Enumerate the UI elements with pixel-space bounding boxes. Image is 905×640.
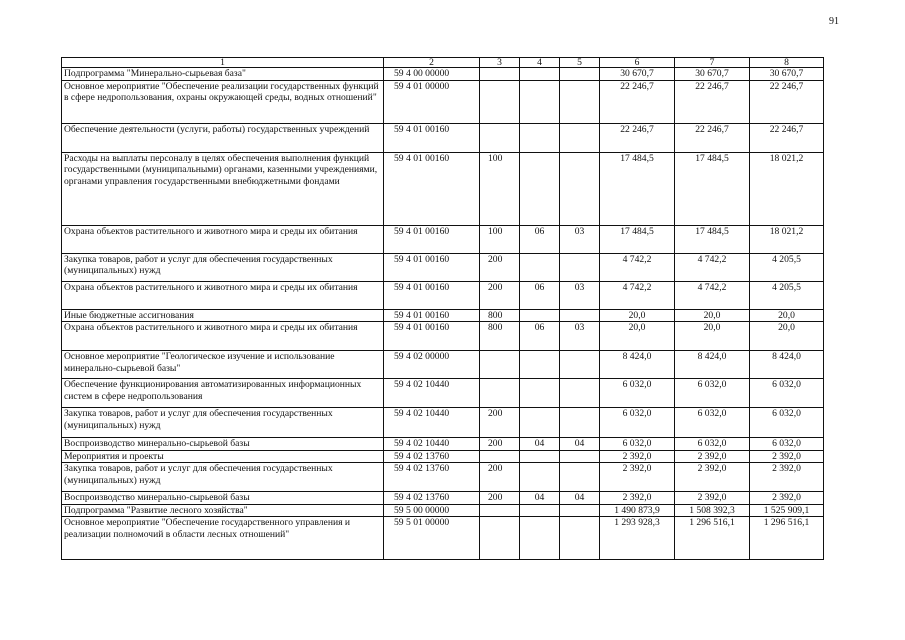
subsection-cell <box>560 450 600 463</box>
amount-cell-col6: 30 670,7 <box>600 68 675 81</box>
amount-cell-col7: 1 508 392,3 <box>675 504 750 517</box>
amount-cell-col8: 18 021,2 <box>750 152 824 225</box>
amount-cell-col8: 6 032,0 <box>750 408 824 438</box>
target-code-cell: 59 4 01 00160 <box>384 253 480 281</box>
amount-cell-col7: 2 392,0 <box>675 492 750 505</box>
section-cell: 06 <box>520 322 560 351</box>
expense-type-cell <box>480 80 520 123</box>
table-row <box>62 450 824 463</box>
subsection-cell <box>560 80 600 123</box>
table-row <box>62 379 824 408</box>
column-header: 2 <box>384 58 480 68</box>
amount-cell-col7: 22 246,7 <box>675 80 750 123</box>
subsection-cell <box>560 517 600 560</box>
amount-cell-col8: 2 392,0 <box>750 450 824 463</box>
section-cell <box>520 123 560 152</box>
row-name-cell: Основное мероприятие "Геологическое изучение и использование минерально-сырьевой базы" <box>62 351 384 379</box>
amount-cell-col7: 4 742,2 <box>675 281 750 309</box>
amount-cell-col6: 22 246,7 <box>600 80 675 123</box>
expense-type-cell: 200 <box>480 408 520 438</box>
amount-cell-col6: 8 424,0 <box>600 351 675 379</box>
expense-type-cell: 200 <box>480 281 520 309</box>
amount-cell-col8: 2 392,0 <box>750 463 824 492</box>
table-row <box>62 351 824 379</box>
amount-cell-col7: 2 392,0 <box>675 463 750 492</box>
section-cell <box>520 408 560 438</box>
amount-cell-col7: 17 484,5 <box>675 225 750 253</box>
amount-cell-col6: 1 293 928,3 <box>600 517 675 560</box>
section-cell <box>520 504 560 517</box>
section-cell: 04 <box>520 438 560 451</box>
expense-type-cell <box>480 351 520 379</box>
table-row <box>62 80 824 123</box>
table-row <box>62 408 824 438</box>
section-cell <box>520 309 560 322</box>
section-cell <box>520 253 560 281</box>
amount-cell-col7: 4 742,2 <box>675 253 750 281</box>
table-row <box>62 438 824 451</box>
subsection-cell: 04 <box>560 492 600 505</box>
amount-cell-col6: 2 392,0 <box>600 492 675 505</box>
amount-cell-col7: 20,0 <box>675 322 750 351</box>
row-name-cell: Закупка товаров, работ и услуг для обеспечения государственных (муниципальных) нужд <box>62 463 384 492</box>
amount-cell-col7: 8 424,0 <box>675 351 750 379</box>
budget-table <box>61 57 824 560</box>
column-header: 4 <box>520 58 560 68</box>
amount-cell-col7: 6 032,0 <box>675 408 750 438</box>
expense-type-cell <box>480 517 520 560</box>
section-cell: 06 <box>520 225 560 253</box>
amount-cell-col6: 20,0 <box>600 309 675 322</box>
subsection-cell: 03 <box>560 225 600 253</box>
expense-type-cell: 200 <box>480 253 520 281</box>
table-row <box>62 492 824 505</box>
page-number: 91 <box>829 16 839 27</box>
column-header: 7 <box>675 58 750 68</box>
subsection-cell <box>560 463 600 492</box>
amount-cell-col6: 2 392,0 <box>600 450 675 463</box>
column-header: 1 <box>62 58 384 68</box>
amount-cell-col8: 4 205,5 <box>750 253 824 281</box>
expense-type-cell: 200 <box>480 438 520 451</box>
column-header: 6 <box>600 58 675 68</box>
expense-type-cell: 200 <box>480 463 520 492</box>
expense-type-cell: 100 <box>480 225 520 253</box>
table-row <box>62 309 824 322</box>
amount-cell-col6: 4 742,2 <box>600 253 675 281</box>
amount-cell-col7: 2 392,0 <box>675 450 750 463</box>
table-row <box>62 281 824 309</box>
target-code-cell: 59 5 01 00000 <box>384 517 480 560</box>
subsection-cell: 03 <box>560 322 600 351</box>
target-code-cell: 59 4 01 00160 <box>384 123 480 152</box>
expense-type-cell: 800 <box>480 309 520 322</box>
amount-cell-col8: 6 032,0 <box>750 379 824 408</box>
amount-cell-col7: 1 296 516,1 <box>675 517 750 560</box>
expense-type-cell <box>480 504 520 517</box>
section-cell <box>520 80 560 123</box>
target-code-cell: 59 4 02 10440 <box>384 408 480 438</box>
row-name-cell: Основное мероприятие "Обеспечение государственного управления и реализации полномочий в области лесных отношений" <box>62 517 384 560</box>
table-row <box>62 152 824 225</box>
section-cell <box>520 450 560 463</box>
amount-cell-col8: 22 246,7 <box>750 80 824 123</box>
amount-cell-col6: 6 032,0 <box>600 408 675 438</box>
amount-cell-col8: 22 246,7 <box>750 123 824 152</box>
expense-type-cell: 100 <box>480 152 520 225</box>
target-code-cell: 59 4 02 00000 <box>384 351 480 379</box>
amount-cell-col7: 6 032,0 <box>675 438 750 451</box>
subsection-cell: 03 <box>560 281 600 309</box>
amount-cell-col6: 17 484,5 <box>600 152 675 225</box>
expense-type-cell: 800 <box>480 322 520 351</box>
row-name-cell: Охрана объектов растительного и животного мира и среды их обитания <box>62 281 384 309</box>
column-number-header <box>62 58 824 68</box>
section-cell <box>520 517 560 560</box>
section-cell: 04 <box>520 492 560 505</box>
amount-cell-col7: 30 670,7 <box>675 68 750 81</box>
section-cell <box>520 351 560 379</box>
table-row <box>62 225 824 253</box>
subsection-cell <box>560 504 600 517</box>
amount-cell-col8: 20,0 <box>750 322 824 351</box>
subsection-cell <box>560 253 600 281</box>
subsection-cell: 04 <box>560 438 600 451</box>
amount-cell-col6: 1 490 873,9 <box>600 504 675 517</box>
target-code-cell: 59 5 00 00000 <box>384 504 480 517</box>
column-header: 3 <box>480 58 520 68</box>
table-row <box>62 517 824 560</box>
amount-cell-col6: 17 484,5 <box>600 225 675 253</box>
amount-cell-col7: 6 032,0 <box>675 379 750 408</box>
target-code-cell: 59 4 01 00160 <box>384 152 480 225</box>
amount-cell-col6: 6 032,0 <box>600 438 675 451</box>
column-header: 5 <box>560 58 600 68</box>
subsection-cell <box>560 152 600 225</box>
subsection-cell <box>560 408 600 438</box>
amount-cell-col8: 20,0 <box>750 309 824 322</box>
target-code-cell: 59 4 02 13760 <box>384 463 480 492</box>
row-name-cell: Обеспечение функционирования автоматизированных информационных систем в сфере недропользования <box>62 379 384 408</box>
table-row <box>62 68 824 81</box>
amount-cell-col8: 8 424,0 <box>750 351 824 379</box>
row-name-cell: Закупка товаров, работ и услуг для обеспечения государственных (муниципальных) нужд <box>62 408 384 438</box>
row-name-cell: Закупка товаров, работ и услуг для обеспечения государственных (муниципальных) нужд <box>62 253 384 281</box>
target-code-cell: 59 4 00 00000 <box>384 68 480 81</box>
target-code-cell: 59 4 02 10440 <box>384 379 480 408</box>
table-row <box>62 322 824 351</box>
amount-cell-col8: 30 670,7 <box>750 68 824 81</box>
section-cell <box>520 152 560 225</box>
amount-cell-col7: 20,0 <box>675 309 750 322</box>
row-name-cell: Воспроизводство минерально-сырьевой базы <box>62 438 384 451</box>
expense-type-cell <box>480 450 520 463</box>
table-row <box>62 463 824 492</box>
row-name-cell: Подпрограмма "Развитие лесного хозяйства" <box>62 504 384 517</box>
section-cell: 06 <box>520 281 560 309</box>
subsection-cell <box>560 309 600 322</box>
row-name-cell: Основное мероприятие "Обеспечение реализации государственных функций в сфере недропользования, охраны окружающей среды, водных отношений" <box>62 80 384 123</box>
amount-cell-col6: 6 032,0 <box>600 379 675 408</box>
target-code-cell: 59 4 01 00160 <box>384 225 480 253</box>
amount-cell-col6: 4 742,2 <box>600 281 675 309</box>
amount-cell-col7: 17 484,5 <box>675 152 750 225</box>
expense-type-cell <box>480 379 520 408</box>
row-name-cell: Иные бюджетные ассигнования <box>62 309 384 322</box>
amount-cell-col8: 2 392,0 <box>750 492 824 505</box>
row-name-cell: Охрана объектов растительного и животного мира и среды их обитания <box>62 322 384 351</box>
row-name-cell: Подпрограмма "Минерально-сырьевая база" <box>62 68 384 81</box>
section-cell <box>520 379 560 408</box>
target-code-cell: 59 4 02 13760 <box>384 492 480 505</box>
column-header: 8 <box>750 58 824 68</box>
table-row <box>62 123 824 152</box>
subsection-cell <box>560 379 600 408</box>
target-code-cell: 59 4 01 00160 <box>384 322 480 351</box>
amount-cell-col7: 22 246,7 <box>675 123 750 152</box>
amount-cell-col8: 6 032,0 <box>750 438 824 451</box>
row-name-cell: Обеспечение деятельности (услуги, работы) государственных учреждений <box>62 123 384 152</box>
amount-cell-col8: 18 021,2 <box>750 225 824 253</box>
row-name-cell: Охрана объектов растительного и животного мира и среды их обитания <box>62 225 384 253</box>
expense-type-cell <box>480 68 520 81</box>
row-name-cell: Расходы на выплаты персоналу в целях обеспечения выполнения функций государственными (муниципальными) органами, казенными учреждениями, органами управления государственными внебюджетными фондами <box>62 152 384 225</box>
amount-cell-col8: 4 205,5 <box>750 281 824 309</box>
target-code-cell: 59 4 02 13760 <box>384 450 480 463</box>
amount-cell-col8: 1 296 516,1 <box>750 517 824 560</box>
target-code-cell: 59 4 01 00160 <box>384 309 480 322</box>
row-name-cell: Мероприятия и проекты <box>62 450 384 463</box>
target-code-cell: 59 4 01 00160 <box>384 281 480 309</box>
amount-cell-col6: 2 392,0 <box>600 463 675 492</box>
row-name-cell: Воспроизводство минерально-сырьевой базы <box>62 492 384 505</box>
section-cell <box>520 463 560 492</box>
expense-type-cell: 200 <box>480 492 520 505</box>
subsection-cell <box>560 68 600 81</box>
amount-cell-col8: 1 525 909,1 <box>750 504 824 517</box>
table-row <box>62 253 824 281</box>
table-row <box>62 504 824 517</box>
subsection-cell <box>560 123 600 152</box>
target-code-cell: 59 4 01 00000 <box>384 80 480 123</box>
expense-type-cell <box>480 123 520 152</box>
target-code-cell: 59 4 02 10440 <box>384 438 480 451</box>
amount-cell-col6: 22 246,7 <box>600 123 675 152</box>
subsection-cell <box>560 351 600 379</box>
section-cell <box>520 68 560 81</box>
amount-cell-col6: 20,0 <box>600 322 675 351</box>
